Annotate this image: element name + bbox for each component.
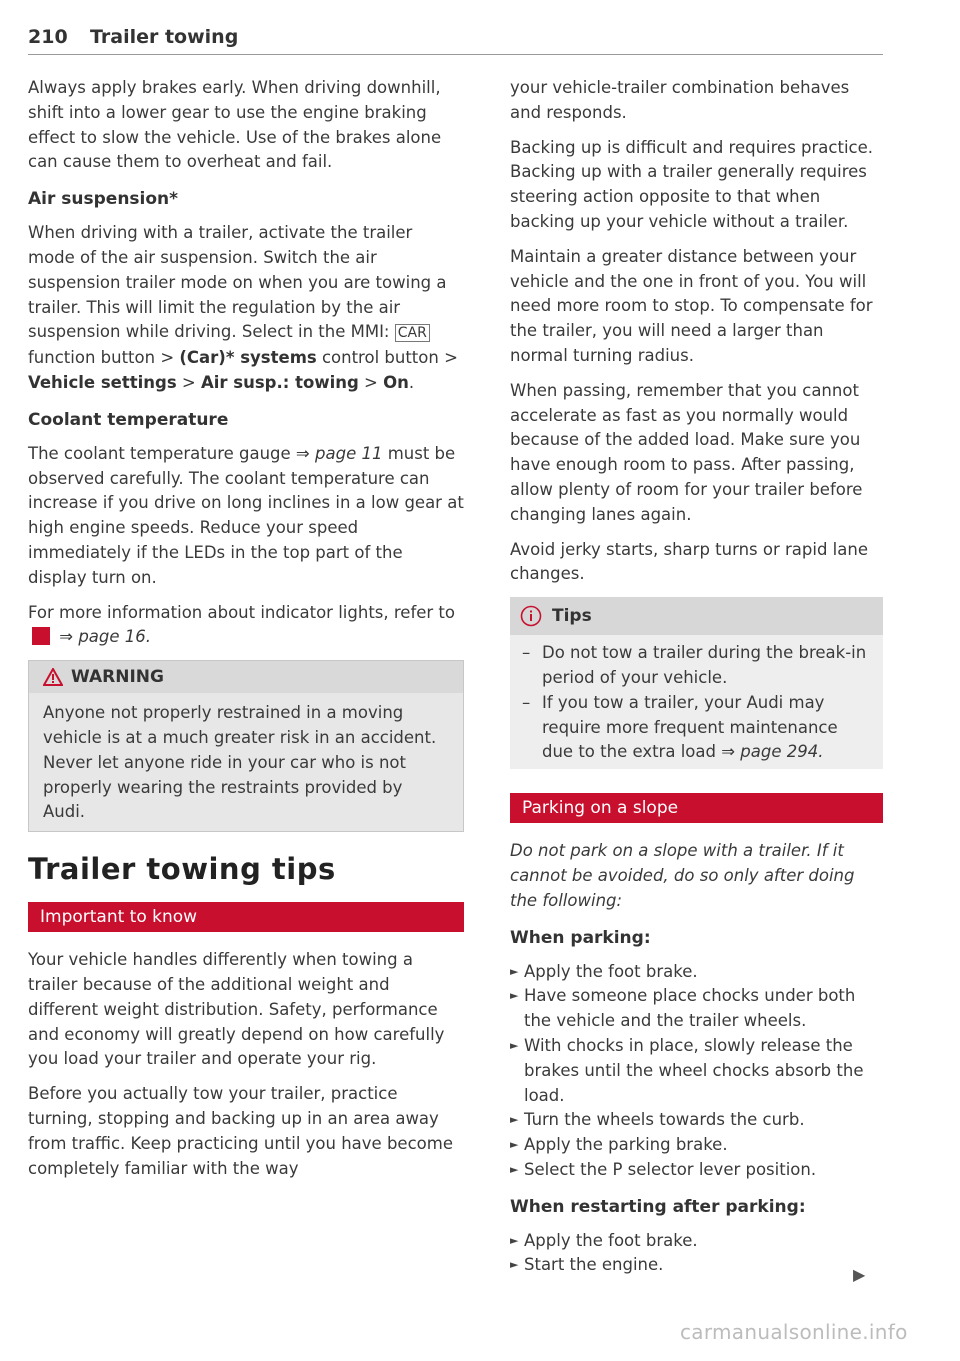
tips-box bbox=[510, 597, 883, 769]
coolant-warning-icon bbox=[32, 627, 50, 645]
car-button-label: CAR bbox=[395, 324, 430, 342]
coolant-heading: Coolant temperature bbox=[28, 409, 229, 430]
passing-paragraph: When passing, remember that you cannot accelerate as fast as you normally would because of the added load. Make sure you have enough room to pass. After passing, allow plenty of room for your trailer before changing lanes again. bbox=[510, 380, 863, 524]
warning-header bbox=[29, 661, 463, 693]
step-item: ► Apply the foot brake. bbox=[510, 1230, 698, 1250]
tip-item: – Do not tow a trailer during the break-in period of your vehicle. bbox=[522, 643, 867, 687]
page-reference[interactable]: page 294. bbox=[740, 742, 824, 762]
continued-paragraph: your vehicle-trailer combination behaves and responds. bbox=[510, 78, 850, 122]
page-number: 210 bbox=[28, 26, 68, 48]
backing-paragraph: Backing up is difficult and requires practice. Backing up with a trailer generally requires steering action opposite to that when backing up your vehicle without a trailer. bbox=[510, 137, 874, 231]
warning-triangle-icon bbox=[43, 668, 63, 686]
page-header bbox=[28, 24, 883, 55]
page-reference[interactable]: page 16. bbox=[78, 627, 152, 647]
handling-paragraph: Your vehicle handles differently when towing a trailer because of the additional weight and different weight distribution. Safety, performance and economy will greatly depend on how carefully you load your trailer and operate your rig. bbox=[28, 950, 445, 1069]
tip-item: – If you tow a trailer, your Audi may require more frequent maintenance due to the extra load ⇒ page 294. bbox=[522, 692, 838, 762]
practice-paragraph: Before you actually tow your trailer, practice turning, stopping and backing up in an area away from traffic. Keep practicing until you have become completely familiar with the way bbox=[28, 1084, 453, 1178]
step-item: ► Select the P selector lever position. bbox=[510, 1159, 817, 1179]
warning-title: WARNING bbox=[71, 667, 164, 688]
section-title: Trailer towing tips bbox=[28, 852, 336, 887]
continue-arrow-icon[interactable]: ▶ bbox=[853, 1265, 866, 1284]
chapter-title: Trailer towing bbox=[90, 26, 239, 48]
step-item: ► Turn the wheels towards the curb. bbox=[510, 1110, 805, 1130]
info-icon bbox=[520, 605, 542, 627]
parking-on-slope-bar: Parking on a slope bbox=[510, 793, 883, 823]
right-column bbox=[510, 76, 883, 1286]
left-column bbox=[28, 76, 464, 1191]
brakes-paragraph: Always apply brakes early. When driving downhill, shift into a lower gear to use the engine braking effect to slow the vehicle. Use of the brakes alone can cause them to overheat and fail. bbox=[28, 78, 442, 172]
restart-steps bbox=[510, 1229, 883, 1279]
tips-title: Tips bbox=[552, 606, 592, 627]
step-item: ► With chocks in place, slowly release the brakes until the wheel chocks absorb the load. bbox=[510, 1035, 864, 1105]
step-item: ► Start the engine. bbox=[510, 1255, 664, 1275]
parking-steps bbox=[510, 960, 883, 1183]
step-item: ► Have someone place chocks under both the vehicle and the trailer wheels. bbox=[510, 986, 856, 1031]
slope-intro: Do not park on a slope with a trailer. If it cannot be avoided, do so only after doing the following: bbox=[510, 841, 855, 910]
indicator-info-paragraph: For more information about indicator lights, refer to ⇒ page 16. bbox=[28, 602, 455, 647]
page-reference[interactable]: page 11 bbox=[315, 443, 383, 463]
distance-paragraph: Maintain a greater distance between your vehicle and the one in front of you. You will need more room to stop. To compensate for the trailer, you will need a larger than normal turning radius. bbox=[510, 246, 873, 365]
coolant-paragraph: The coolant temperature gauge ⇒ page 11 must be observed carefully. The coolant temperature can increase if you drive on long inclines in a low gear at high engine speeds. Reduce your speed immediately if the LEDs in the top part of the display turn on. bbox=[28, 443, 464, 587]
step-item: ► Apply the foot brake. bbox=[510, 961, 698, 981]
when-parking-heading: When parking: bbox=[510, 927, 651, 948]
warning-box bbox=[28, 660, 464, 832]
when-restarting-heading: When restarting after parking: bbox=[510, 1196, 806, 1217]
watermark: carmanualsonline.info bbox=[680, 1320, 908, 1344]
important-to-know-bar: Important to know bbox=[28, 902, 464, 932]
step-item: ► Apply the parking brake. bbox=[510, 1135, 728, 1155]
air-suspension-paragraph: When driving with a trailer, activate the trailer mode of the air suspension. Switch the air suspension trailer mode on when you are towing a trailer. This will limit the regulation by the air suspension while driving. Select in the MMI: CAR function button > (Car)* systems control button > Vehicle settings > Air susp.: towing > On. bbox=[28, 223, 458, 392]
tips-header bbox=[510, 597, 883, 635]
air-suspension-heading: Air suspension* bbox=[28, 189, 179, 210]
warning-text: Anyone not properly restrained in a moving vehicle is at a much greater risk in an accident. Never let anyone ride in your car who is not properly wearing the restraints provided by Audi. bbox=[43, 703, 437, 822]
jerky-paragraph: Avoid jerky starts, sharp turns or rapid lane changes. bbox=[510, 539, 868, 584]
